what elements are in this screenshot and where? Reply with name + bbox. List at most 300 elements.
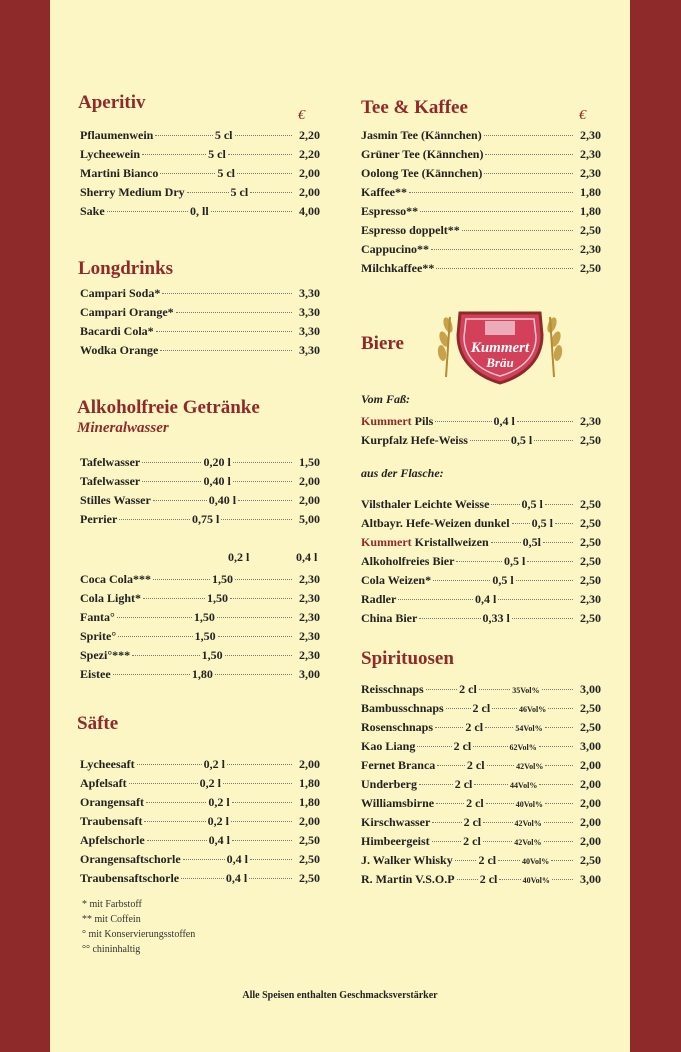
item-qty: 2 cl [472, 701, 491, 715]
item-name [80, 455, 140, 470]
dot-leader [492, 708, 517, 709]
menu-row [80, 343, 320, 362]
item-price: 3,00 [580, 739, 601, 753]
item-price: 2,00 [580, 796, 602, 810]
item-price: 3,30 [299, 286, 320, 300]
item-label: Grüner Tee (Kännchen) [361, 147, 484, 161]
footnote: °° chininhaltig [82, 944, 141, 955]
dot-leader [249, 878, 292, 879]
item-abv: 46Vol% [518, 705, 547, 714]
item-label: Traubensaftschorle [80, 871, 180, 885]
dot-leader [435, 727, 463, 728]
dot-leader [160, 350, 292, 351]
item-qty: 1,50 [212, 572, 233, 586]
dot-leader [545, 765, 573, 766]
item-label: Apfelschorle [80, 833, 145, 847]
item-name [80, 648, 130, 663]
dot-leader [142, 154, 206, 155]
item-name [361, 739, 415, 754]
item-qty: 2 cl [466, 758, 485, 772]
item-abv: 42Vol% [516, 762, 544, 771]
menu-row [361, 261, 601, 280]
item-name [361, 185, 407, 200]
item-price: 2,50 [579, 853, 601, 867]
item-name [361, 701, 444, 716]
item-label: Stilles Wasser [80, 493, 151, 507]
item-qty: 0, ll [190, 204, 209, 218]
dot-leader [433, 580, 490, 581]
dot-leader [231, 821, 292, 822]
menu-row [361, 414, 601, 433]
item-price: 2,30 [299, 648, 321, 662]
size-large-header: 0,4 l [296, 550, 318, 564]
item-label: Bambusschnaps [361, 701, 444, 715]
dot-leader [516, 580, 573, 581]
item-name [361, 796, 434, 811]
dot-leader [437, 765, 465, 766]
item-abv: 42Vol% [514, 838, 542, 847]
dot-leader [542, 689, 573, 690]
item-price: 3,30 [299, 305, 320, 319]
dot-leader [132, 655, 199, 656]
item-label: Campari Soda* [80, 286, 161, 300]
item-name [80, 185, 185, 200]
item-qty: 0,4 l [225, 871, 248, 885]
item-name [361, 433, 468, 448]
wheat-right-icon [546, 316, 564, 377]
dot-leader [218, 636, 292, 637]
logo-text-line1: Kummert [470, 340, 530, 356]
dot-leader [119, 519, 190, 520]
dot-leader [420, 211, 573, 212]
item-name [80, 204, 105, 219]
item-label: Sprite° [80, 629, 117, 643]
dot-leader [250, 859, 292, 860]
dot-leader [233, 462, 292, 463]
item-name [361, 573, 431, 588]
dot-leader [485, 727, 513, 728]
dot-leader [409, 192, 573, 193]
menu-row [80, 474, 320, 493]
item-price: 2,00 [299, 493, 320, 507]
menu-row [80, 629, 320, 648]
item-abv: 40Vol% [515, 800, 544, 809]
item-label: Tafelwasser [80, 455, 141, 469]
dot-leader [419, 784, 453, 785]
dot-leader [479, 689, 510, 690]
item-label: Underberg [361, 777, 417, 791]
menu-row [80, 204, 320, 223]
item-price: 3,00 [579, 682, 601, 696]
menu-row [80, 305, 320, 324]
footnote: ° mit Konservierungsstoffen [82, 929, 196, 940]
item-price: 2,50 [580, 554, 601, 568]
menu-row [80, 852, 320, 871]
tee-kaffee-title: Tee & Kaffee [361, 97, 468, 118]
dot-leader [485, 154, 573, 155]
item-qty: 0,75 l [191, 512, 220, 526]
item-name [80, 833, 145, 848]
item-price: 2,50 [580, 497, 601, 511]
item-name [361, 720, 433, 735]
item-name [80, 324, 154, 339]
dot-leader [238, 500, 292, 501]
menu-row [361, 147, 601, 166]
menu-row [80, 610, 320, 629]
item-name [361, 497, 489, 512]
dot-leader [543, 542, 573, 543]
item-abv: 62Vol% [509, 743, 537, 752]
menu-row [361, 777, 601, 796]
item-label: Reisschnaps [361, 682, 424, 696]
footnote: ** mit Coffein [82, 914, 141, 925]
item-name [361, 414, 433, 429]
dot-leader [235, 135, 293, 136]
dot-leader [512, 618, 573, 619]
item-qty: 0,4 l [208, 833, 230, 847]
item-price: 1,80 [580, 185, 601, 199]
item-name [80, 667, 111, 682]
dot-leader [545, 803, 573, 804]
biere-title: Biere [361, 333, 404, 354]
dot-leader [534, 440, 573, 441]
item-name [80, 814, 142, 829]
item-name [361, 535, 489, 550]
menu-row [80, 493, 320, 512]
menu-row [361, 834, 601, 853]
item-price: 2,50 [299, 852, 320, 866]
item-qty: 5 cl [208, 147, 226, 161]
logo-text-line2: Bräu [486, 355, 514, 370]
item-price: 2,30 [580, 128, 601, 142]
item-qty: 2 cl [463, 834, 481, 848]
item-abv: 54Vol% [515, 724, 543, 733]
item-price: 2,00 [580, 777, 601, 791]
item-price: 2,20 [299, 128, 321, 142]
item-qty: 2 cl [453, 739, 472, 753]
dot-leader [144, 821, 205, 822]
item-price: 2,00 [299, 474, 320, 488]
item-name [361, 758, 435, 773]
menu-row [361, 516, 601, 535]
item-price: 2,30 [580, 242, 601, 256]
menu-row [80, 648, 320, 667]
menu-row [80, 128, 320, 147]
footnotes [82, 897, 195, 957]
item-name [361, 242, 429, 257]
dot-leader [474, 784, 508, 785]
item-name [80, 757, 135, 772]
item-name [361, 815, 430, 830]
menu-row [80, 147, 320, 166]
item-name [361, 554, 454, 569]
item-price: 2,50 [299, 833, 320, 847]
dot-leader [457, 879, 478, 880]
dot-leader [221, 519, 292, 520]
dot-leader [432, 841, 461, 842]
menu-row [80, 166, 320, 185]
item-price: 2,30 [580, 592, 602, 606]
item-label: Sherry Medium Dry [80, 185, 185, 199]
dot-leader [417, 746, 451, 747]
item-name [80, 629, 116, 644]
menu-row [80, 833, 320, 852]
item-label: Milchkaffee** [361, 261, 435, 275]
item-price: 2,00 [299, 757, 320, 771]
item-label: Coca Cola*** [80, 572, 151, 586]
menu-row [361, 815, 601, 834]
item-price: 2,50 [580, 261, 601, 275]
menu-row [361, 739, 601, 758]
item-qty: 0,5 l [510, 433, 533, 447]
dot-leader [491, 504, 519, 505]
item-price: 2,30 [299, 591, 321, 605]
dot-leader [527, 561, 573, 562]
dot-leader [117, 617, 192, 618]
item-price: 2,50 [580, 433, 602, 447]
menu-row [361, 592, 601, 611]
item-label: Perrier [80, 512, 118, 526]
item-label: Espresso** [361, 204, 419, 218]
item-price: 1,80 [299, 776, 321, 790]
item-qty: 0,2 l [207, 814, 229, 828]
item-name [80, 166, 158, 181]
menu-page [50, 0, 630, 1052]
water-list [80, 455, 320, 531]
dot-leader [232, 840, 292, 841]
item-price: 2,00 [579, 758, 601, 772]
menu-row [361, 796, 601, 815]
dot-leader [483, 841, 512, 842]
item-label: Orangensaftschorle [80, 852, 181, 866]
item-name [80, 493, 151, 508]
item-name [361, 682, 424, 697]
tap-beer-list [361, 414, 601, 452]
item-price: 2,20 [299, 147, 321, 161]
menu-row [361, 242, 601, 261]
item-label: Williamsbirne [361, 796, 435, 810]
vom-fass-label: Vom Faß: [361, 392, 411, 406]
menu-row [80, 667, 320, 686]
kummert-braeu-logo [430, 305, 570, 385]
item-label: Sake [80, 204, 105, 218]
item-qty: 0,40 l [208, 493, 237, 507]
item-name [80, 286, 160, 301]
item-qty: 0,4 l [493, 414, 515, 428]
menu-row [80, 757, 320, 776]
dot-leader [432, 822, 461, 823]
item-label: Pflaumenwein [80, 128, 154, 142]
item-price: 2,30 [580, 147, 601, 161]
item-name [80, 852, 181, 867]
dot-leader [118, 636, 192, 637]
item-qty: 0,5 l [521, 497, 543, 511]
item-label: Altbayr. Hefe-Weizen dunkel [361, 516, 510, 530]
menu-row [361, 554, 601, 573]
item-qty: 1,50 [207, 591, 229, 605]
item-name [80, 474, 140, 489]
item-name [80, 871, 179, 886]
item-price: 2,50 [580, 720, 601, 734]
dot-leader [142, 481, 201, 482]
item-name [361, 853, 453, 868]
menu-row [361, 720, 601, 739]
item-label: Kao Liang [361, 739, 416, 753]
item-qty: 5 cl [214, 128, 233, 142]
item-qty: 0,5l [522, 535, 541, 549]
item-name [361, 128, 482, 143]
dot-leader [113, 674, 190, 675]
dot-leader [456, 561, 502, 562]
saefte-title: Säfte [77, 713, 119, 734]
item-name [80, 572, 151, 587]
item-qty: 1,80 [191, 667, 213, 681]
dot-leader [473, 746, 507, 747]
flasche-label: aus der Flasche: [361, 466, 444, 480]
item-name [361, 777, 417, 792]
item-name [80, 512, 117, 527]
dot-leader [187, 192, 229, 193]
item-price: 3,30 [299, 324, 320, 338]
dot-leader [431, 249, 573, 250]
item-label: Campari Orange* [80, 305, 174, 319]
item-name [80, 795, 144, 810]
item-label: Alkoholfreies Bier [361, 554, 455, 568]
item-qty: 0,5 l [492, 573, 514, 587]
menu-row [361, 128, 601, 147]
softdrinks-list [80, 572, 320, 686]
item-qty: 0,40 l [203, 474, 231, 488]
dot-leader [435, 421, 491, 422]
dot-leader [544, 841, 573, 842]
dot-leader [436, 268, 573, 269]
spirituosen-title: Spirituosen [361, 648, 454, 669]
item-price: 2,30 [299, 610, 320, 624]
item-name [361, 147, 483, 162]
menu-row [361, 682, 601, 701]
menu-row [361, 166, 601, 185]
item-name [361, 834, 430, 849]
item-price: 1,80 [580, 204, 601, 218]
menu-row [80, 871, 320, 890]
item-label: Rosenschnaps [361, 720, 434, 734]
dot-leader [155, 135, 213, 136]
dot-leader [250, 192, 292, 193]
item-label: Radler [361, 592, 397, 606]
item-label: Vilsthaler Leichte Weisse [361, 497, 490, 511]
dot-leader [181, 878, 224, 879]
dot-leader [147, 840, 207, 841]
dot-leader [176, 312, 292, 313]
item-name [80, 776, 127, 791]
item-label: Fernet Branca [361, 758, 436, 772]
footnote: * mit Farbstoff [82, 899, 142, 910]
item-qty: 2 cl [463, 815, 482, 829]
item-name [80, 305, 174, 320]
aperitiv-title: Aperitiv [78, 92, 146, 113]
item-price: 2,30 [299, 629, 321, 643]
item-qty: 1,50 [194, 629, 216, 643]
item-name [361, 516, 510, 531]
item-price: 2,50 [580, 573, 602, 587]
dot-leader [162, 293, 292, 294]
aperitiv-list [80, 128, 320, 223]
item-label: Kurpfalz Hefe-Weiss [361, 433, 468, 447]
dot-leader [237, 173, 292, 174]
item-abv: 44Vol% [510, 781, 538, 790]
dot-leader [544, 822, 573, 823]
dot-leader [446, 708, 471, 709]
dot-leader [462, 230, 573, 231]
dot-leader [426, 689, 457, 690]
item-abv: 40Vol% [522, 876, 550, 885]
item-label: Oolong Tee (Kännchen) [361, 166, 483, 180]
item-price: 2,00 [299, 185, 321, 199]
menu-row [80, 324, 320, 343]
dot-leader [486, 803, 514, 804]
dot-leader [483, 822, 512, 823]
item-qty: 0,2 l [208, 795, 230, 809]
menu-row [361, 853, 601, 872]
menu-row [361, 573, 601, 592]
item-label: Traubensaft [80, 814, 143, 828]
dot-leader [228, 154, 292, 155]
item-qty: 0,4 l [226, 852, 248, 866]
menu-row [361, 611, 601, 630]
dot-leader [498, 599, 573, 600]
item-price: 2,30 [580, 414, 602, 428]
wheat-left-icon [437, 316, 455, 377]
item-label: Jasmin Tee (Kännchen) [361, 128, 482, 142]
dot-leader [539, 784, 573, 785]
dot-leader [419, 618, 480, 619]
dot-leader [551, 860, 573, 861]
menu-row [361, 535, 601, 554]
item-label: Wodka Orange [80, 343, 159, 357]
menu-row [80, 572, 320, 591]
menu-row [361, 433, 601, 452]
menu-row [361, 223, 601, 242]
item-qty: 2 cl [454, 777, 473, 791]
item-label: Kristallweizen [411, 535, 489, 549]
footer-note: Alle Speisen enthalten Geschmacksverstärker [242, 990, 438, 1001]
item-abv: 42Vol% [514, 819, 542, 828]
item-label: Fanta° [80, 610, 115, 624]
dot-leader [484, 173, 573, 174]
item-label: Kirschwasser [361, 815, 431, 829]
item-label: Martini Bianco [80, 166, 159, 180]
item-price: 2,30 [299, 572, 320, 586]
menu-row [361, 185, 601, 204]
dot-leader [153, 500, 207, 501]
dot-leader [183, 859, 225, 860]
item-label: Orangensaft [80, 795, 144, 809]
item-qty: 2 cl [459, 682, 477, 696]
item-qty: 5 cl [230, 185, 249, 199]
item-price: 2,50 [580, 516, 601, 530]
item-qty: 0,20 l [203, 455, 231, 469]
item-qty: 0,2 l [199, 776, 222, 790]
item-price: 2,00 [580, 815, 602, 829]
menu-row [80, 455, 320, 474]
dot-leader [227, 764, 292, 765]
item-label: Lycheesaft [80, 757, 135, 771]
brand-name: Kummert [361, 535, 412, 549]
item-qty: 1,50 [193, 610, 215, 624]
dot-leader [555, 523, 573, 524]
dot-leader [487, 765, 515, 766]
item-name [80, 610, 115, 625]
